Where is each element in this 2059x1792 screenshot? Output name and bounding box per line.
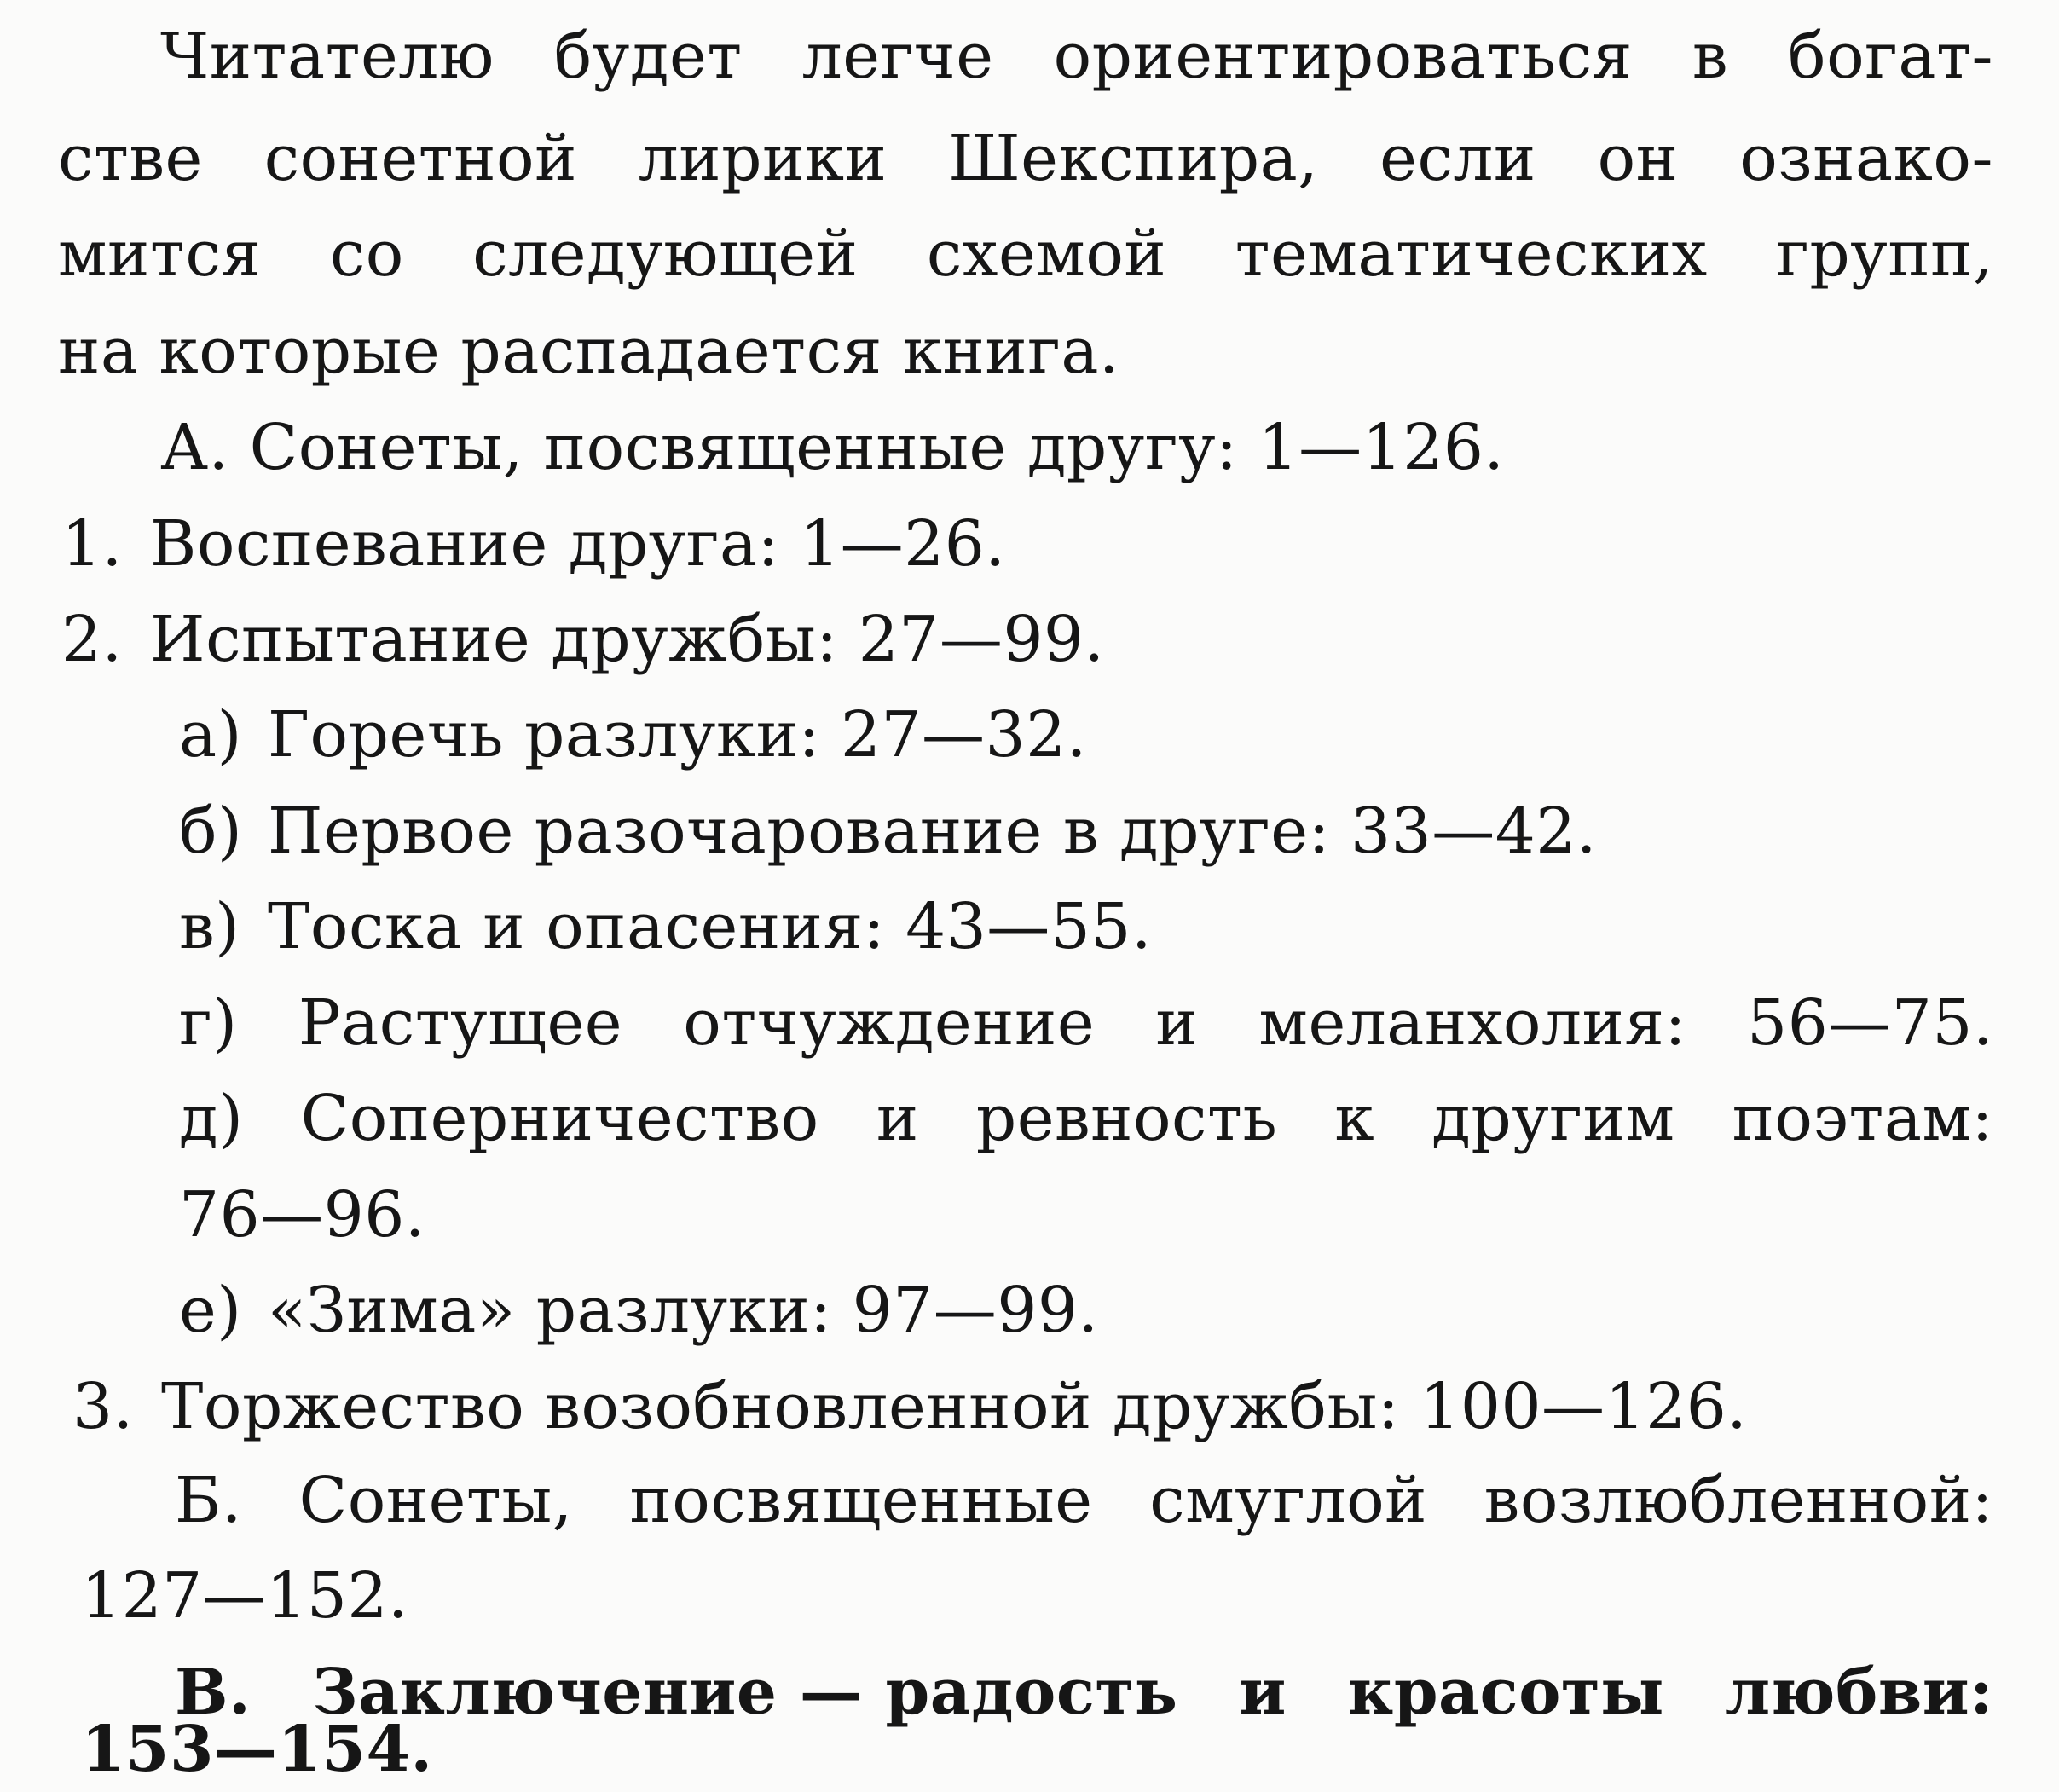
word: красоты — [1347, 1656, 1664, 1729]
word: Сонеты, — [298, 1464, 573, 1537]
word: тематических — [1235, 217, 1708, 291]
word: богат- — [1788, 20, 1993, 93]
word: любви: — [1725, 1656, 1993, 1729]
group-text: Испытание дружбы: 27—99. — [150, 603, 1105, 676]
subgroup-a — [179, 692, 1087, 777]
subgroup-g — [179, 980, 1993, 1066]
subgroup-e — [179, 1268, 1098, 1353]
section-v-range: 153—154. — [81, 1713, 433, 1786]
word: ориентироваться — [1053, 20, 1633, 93]
subgroup-mark: е) — [179, 1274, 242, 1347]
word: Читателю — [160, 20, 495, 93]
intro-line-3 — [58, 211, 1993, 297]
word: он — [1597, 122, 1679, 195]
word: ознако- — [1739, 122, 1993, 195]
word: в — [1692, 20, 1728, 93]
word: посвященные — [629, 1464, 1093, 1537]
subgroup-v — [179, 884, 1152, 969]
section-b-range: 127—152. — [81, 1559, 409, 1633]
subgroup-mark: а) — [179, 698, 242, 772]
word: будет — [553, 20, 743, 93]
word: и — [1239, 1656, 1287, 1729]
group-number: 2. — [61, 603, 123, 676]
word: 56—75. — [1747, 986, 1993, 1060]
word: поэтам: — [1732, 1082, 1993, 1155]
subgroup-text: Первое разочарование в друге: 33—42. — [268, 795, 1597, 868]
word: если — [1379, 122, 1536, 195]
group-number: 3. — [72, 1370, 134, 1443]
group-3 — [72, 1364, 1747, 1449]
word: стве — [58, 122, 203, 195]
section-b-heading — [175, 1458, 1993, 1543]
word: и — [1155, 986, 1199, 1060]
section-a-heading: А. Сонеты, посвященные другу: 1—126. — [160, 411, 1505, 484]
subgroup-mark: б) — [179, 795, 243, 868]
word: Растущее — [298, 986, 623, 1060]
word: мится — [58, 217, 262, 291]
subgroup-text: «Зима» разлуки: 97—99. — [268, 1274, 1099, 1347]
word: групп, — [1776, 217, 1993, 291]
group-number: 1. — [61, 507, 123, 581]
word: со — [329, 217, 404, 291]
word: возлюбленной: — [1484, 1464, 1993, 1537]
intro-line-1 — [160, 14, 1993, 99]
word: Б. — [175, 1464, 242, 1537]
section-v-heading — [175, 1650, 1993, 1735]
group-2 — [61, 597, 1105, 682]
subgroup-text: Тоска и опасения: 43—55. — [268, 890, 1152, 963]
group-text: Воспевание друга: 1—26. — [150, 507, 1006, 581]
subgroup-text: Горечь разлуки: 27—32. — [268, 698, 1087, 772]
word: лирики — [638, 122, 888, 195]
word: отчуждение — [683, 986, 1096, 1060]
subgroup-mark: в) — [179, 890, 240, 963]
word: следующей — [472, 217, 859, 291]
word: смуглой — [1149, 1464, 1427, 1537]
word: другим — [1431, 1082, 1675, 1155]
word: Соперничество — [300, 1082, 819, 1155]
word: В. — [175, 1656, 252, 1729]
group-1 — [61, 501, 1005, 587]
word: и — [876, 1082, 919, 1155]
word: схемой — [926, 217, 1167, 291]
word: Шекспира, — [948, 122, 1319, 195]
subgroup-d-continuation: 76—96. — [179, 1178, 425, 1252]
word: к — [1334, 1082, 1375, 1155]
group-text: Торжество возобновленной дружбы: 100—126. — [161, 1370, 1748, 1443]
word: Заключение — радость — [312, 1656, 1178, 1729]
word: ревность — [975, 1082, 1278, 1155]
word: легче — [801, 20, 994, 93]
subgroup-mark: д) — [179, 1082, 244, 1155]
intro-line-4: на которые распадается книга. — [58, 315, 1120, 388]
subgroup-b — [179, 789, 1597, 874]
word: сонетной — [263, 122, 577, 195]
subgroup-mark: г) — [179, 986, 238, 1060]
intro-line-2 — [58, 116, 1993, 201]
word: меланхолия: — [1258, 986, 1686, 1060]
subgroup-d — [179, 1076, 1993, 1161]
